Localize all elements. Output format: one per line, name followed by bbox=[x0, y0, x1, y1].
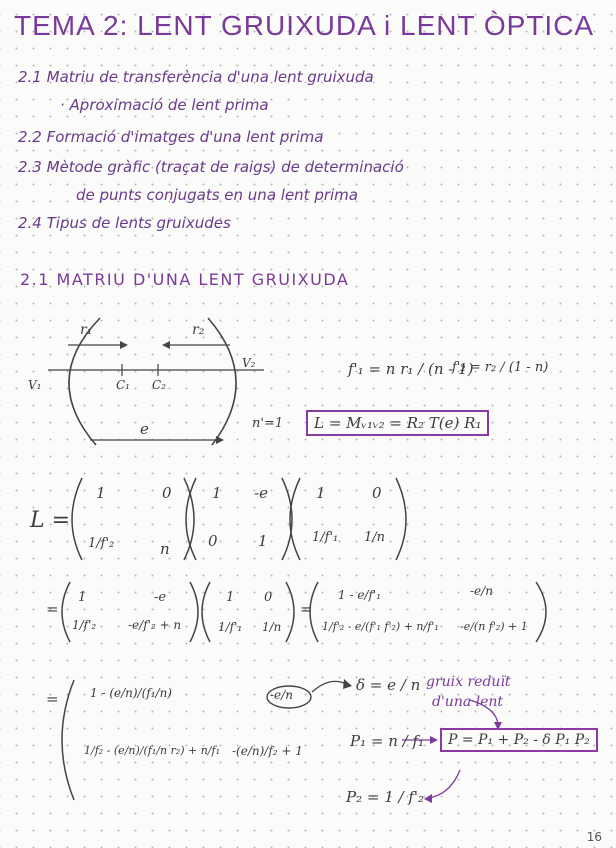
L-label: L = bbox=[30, 508, 71, 533]
r3-d: -(e/n)/f₂ + 1 bbox=[232, 744, 303, 758]
r2l-d: -e/f'₂ + n bbox=[128, 618, 182, 632]
toc-item-2-4: 2.4 Tipus de lents gruixudes bbox=[18, 214, 231, 232]
m3-d: 1/n bbox=[364, 530, 386, 545]
toc-item-2-3: 2.3 Mètode gràfic (traçat de raigs) de determinació bbox=[18, 158, 404, 176]
r2r-c: 1/f'₂ - e/(f'₁ f'₂) + n/f'₁ bbox=[322, 620, 439, 633]
label-e: e bbox=[140, 420, 149, 438]
m2-c: 0 bbox=[208, 532, 218, 550]
m3-c: 1/f'₁ bbox=[312, 530, 339, 545]
boxed-L-formula: L = Mᵥ₁ᵥ₂ = R₂ T(e) R₁ bbox=[306, 410, 489, 436]
section-heading: 2.1 MATRIU D'UNA LENT GRUIXUDA bbox=[20, 270, 350, 289]
r3-c: 1/f₂ - (e/n)/(f₁/n r₂) + n/f₁ bbox=[84, 744, 220, 757]
formula-p1: P₁ = n / f₁ bbox=[350, 732, 425, 750]
r2l-c: 1/f'₂ bbox=[72, 618, 97, 632]
r2m-b: 0 bbox=[264, 590, 273, 605]
delta-note-1: gruix reduït bbox=[426, 674, 511, 690]
m3-b: 0 bbox=[372, 484, 382, 502]
label-v2: V₂ bbox=[242, 356, 256, 370]
r1-arrow bbox=[120, 341, 128, 349]
r2r-b: -e/n bbox=[470, 584, 493, 598]
m1-b: 0 bbox=[162, 484, 172, 502]
toc-item-2-3-cont: de punts conjugats en una lent prima bbox=[76, 186, 358, 204]
m3-a: 1 bbox=[316, 484, 326, 502]
r2m-d: 1/n bbox=[262, 620, 282, 634]
r2r-d: -e/(n f'₂) + 1 bbox=[460, 620, 528, 633]
r2l-a: 1 bbox=[78, 590, 87, 605]
label-c2: C₂ bbox=[152, 378, 166, 392]
formula-f2: f'₂ = r₂ / (1 - n) bbox=[452, 360, 549, 375]
toc-item-2-2: 2.2 Formació d'imatges d'una lent prima bbox=[18, 128, 324, 146]
toc-subitem-lent-prima: · Aproximació de lent prima bbox=[60, 96, 269, 114]
lens-surface-right bbox=[208, 318, 236, 445]
m2-a: 1 bbox=[212, 484, 222, 502]
formula-f1: f'₁ = n r₁ / (n - 1) bbox=[348, 360, 474, 378]
boxed-p-total: P = P₁ + P₂ - δ P₁ P₂ bbox=[440, 728, 598, 752]
page-number: 16 bbox=[586, 830, 602, 844]
delta-definition: δ = e / n bbox=[356, 676, 421, 694]
label-r1: r₁ bbox=[80, 322, 93, 338]
page-title: TEMA 2: LENT GRUIXUDA i LENT ÒPTICA bbox=[14, 10, 595, 41]
m2-d: 1 bbox=[258, 532, 268, 550]
m2-b: -e bbox=[254, 484, 268, 502]
r2m-a: 1 bbox=[226, 590, 235, 605]
r2l-b: -e bbox=[154, 590, 167, 605]
label-v1: V₁ bbox=[28, 378, 42, 392]
r3-a: 1 - (e/n)/(f₁/n) bbox=[90, 686, 172, 700]
r3-b: -e/n bbox=[270, 688, 293, 702]
e-arrow bbox=[216, 436, 224, 444]
toc-item-2-1: 2.1 Matriu de transferència d'una lent gruixuda bbox=[18, 68, 374, 86]
formula-p2: P₂ = 1 / f'₂ bbox=[346, 788, 425, 806]
label-r2: r₂ bbox=[192, 322, 205, 338]
r2m-c: 1/f'₁ bbox=[218, 620, 243, 634]
delta-note-2: d'una lent bbox=[432, 694, 504, 710]
m1-d: n bbox=[160, 540, 170, 558]
m1-a: 1 bbox=[96, 484, 106, 502]
label-n-eq: n'=1 bbox=[252, 416, 284, 431]
r2r-a: 1 - e/f'₁ bbox=[338, 588, 382, 602]
m1-c: 1/f'₂ bbox=[88, 536, 115, 551]
label-c1: C₁ bbox=[116, 378, 130, 392]
r2-arrow bbox=[162, 341, 170, 349]
